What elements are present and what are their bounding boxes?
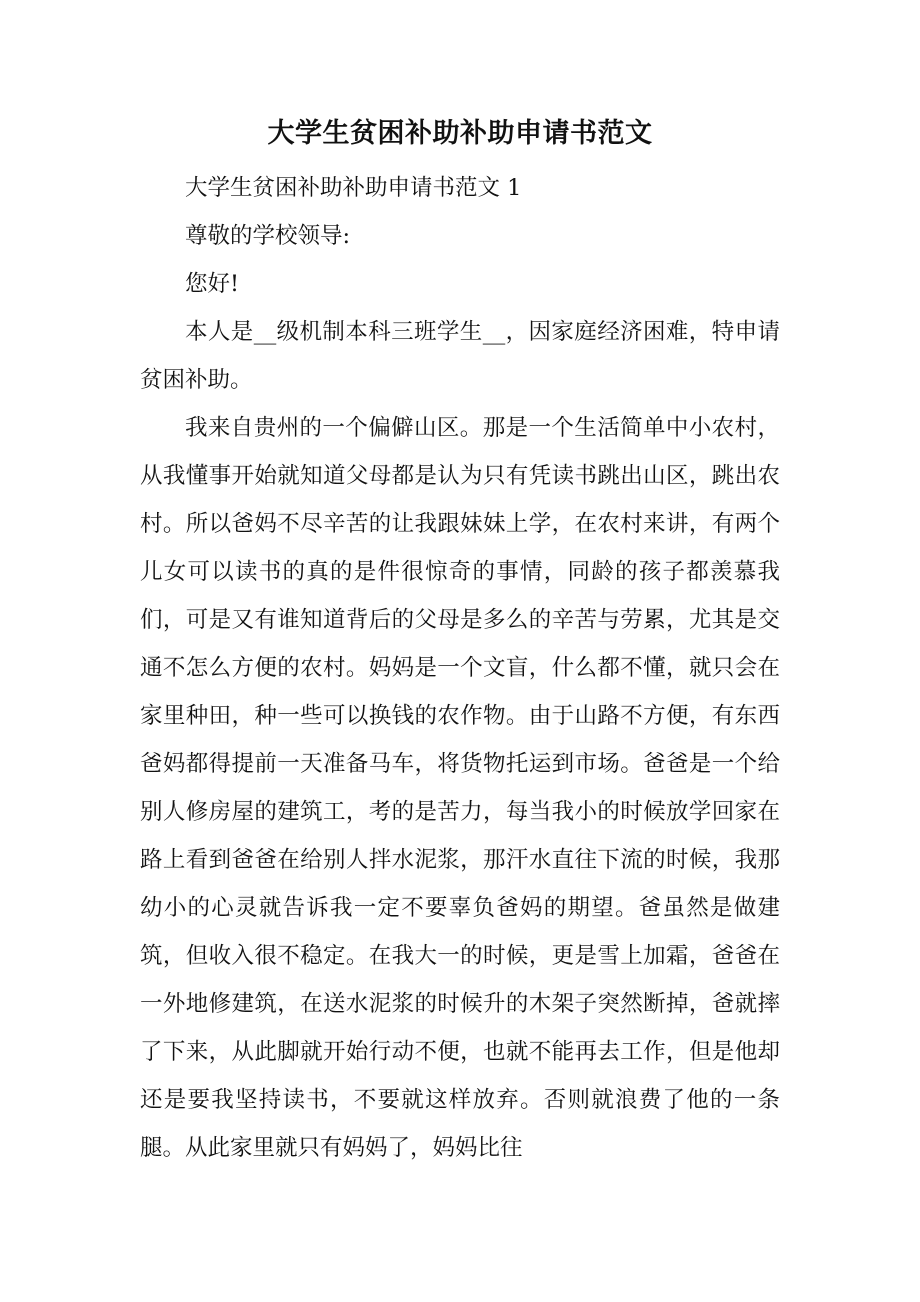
paragraph-background: 我来自贵州的一个偏僻山区。那是一个生活简单中小农村，从我懂事开始就知道父母都是认为只有凭读书跳出山区，跳出农村。所以爸妈不尽辛苦的让我跟妹妹上学，在农村来讲，有两个儿女可以读书的真的是件很惊奇的事情，同龄的孩子都羡慕我们，可是又有谁知道背后的父母是多么的辛苦与劳累，尤其是交通不怎么方便的农村。妈妈是一个文盲，什么都不懂，就只会在家里种田，种一些可以换钱的农作物。由于山路不方便，有东西爸妈都得提前一天准备马车，将货物托运到市场。爸爸是一个给别人修房屋的建筑工，考的是苦力，每当我小的时候放学回家在路上看到爸爸在给别人拌水泥浆，那汗水直往下流的时候，我那幼小的心灵就告诉我一定不要辜负爸妈的期望。爸虽然是做建筑，但收入很不稳定。在我大一的时候，更是雪上加霜，爸爸在一外地修建筑，在送水泥浆的时候升的木架子突然断掉，爸就摔了下来，从此脚就开始行动不便，也就不能再去工作，但是他却还是要我坚持读书，不要就这样放弃。否则就浪费了他的一条腿。从此家里就只有妈妈了，妈妈比往 <box>140 415 780 1161</box>
salutation: 尊敬的学校领导: <box>185 223 351 249</box>
paragraph-intro: 本人是__级机制本科三班学生__，因家庭经济困难，特申请贫困补助。 <box>140 319 780 393</box>
section-heading: 大学生贫困补助补助申请书范文 1 <box>185 175 522 201</box>
document-title: 大学生贫困补助补助申请书范文 <box>267 118 653 149</box>
document-body <box>140 164 780 1172</box>
greeting: 您好! <box>185 271 240 297</box>
